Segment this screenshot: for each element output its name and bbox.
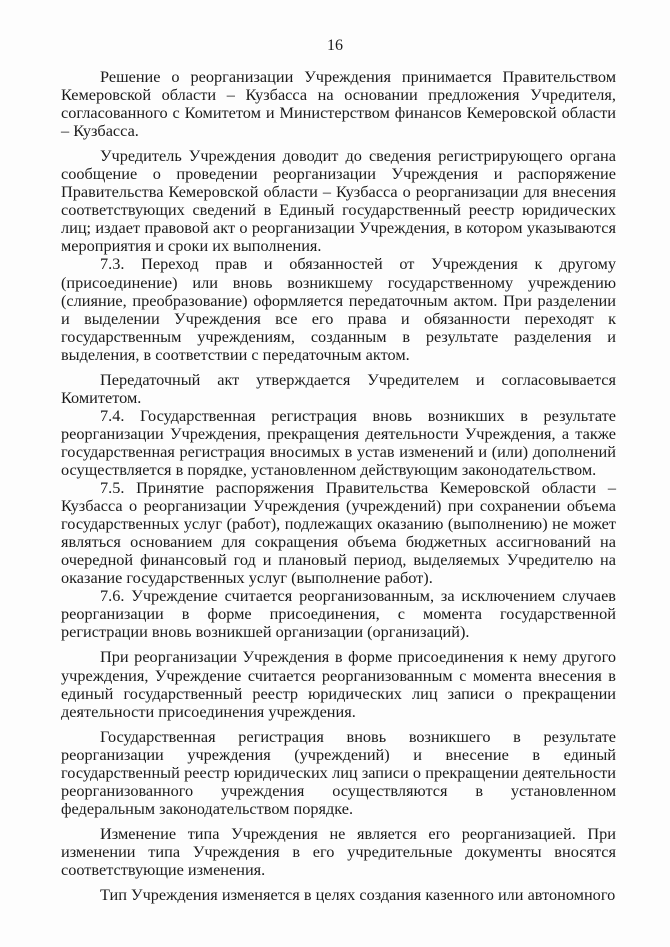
paragraph-7-5: 7.5. Принятие распоряжения Правительства Кемеровской области – Кузбасса о реорганизации Учреждения (учреждений) при сохранении объема государственных услуг (работ), подлежащих оказанию (выполнению) не может являться основанием для сокращения объема бюджетных ассигнований на очередной финансовый год и плановый период, выделяемых Учредителю на оказание государственных услуг (выполнение работ). bbox=[61, 478, 616, 588]
paragraph-transfer-act: Передаточный акт утверждается Учредителем и согласовывается Комитетом. bbox=[61, 369, 616, 407]
paragraph-founder-notification: Учредитель Учреждения доводит до сведения регистрирующего органа сообщение о проведении реорганизации Учреждения и распоряжение Правительства Кемеровской области – Кузбасса о реорганизации для внесения соответствующих сведений в Единый государственный реестр юридических лиц; издает правовой акт о реорганизации Учреждения, в котором указываются мероприятия и сроки их выполнения. bbox=[61, 146, 616, 256]
paragraph-reorganization-decision: Решение о реорганизации Учреждения принимается Правительством Кемеровской области – Кузбасса на основании предложения Учредителя, согласованного с Комитетом и Министерством финансов Кемеровской области – Кузбасса. bbox=[61, 67, 616, 141]
paragraph-state-registration: Государственная регистрация вновь возникшего в результате реорганизации учреждения (учреждений) и внесение в единый государственный реестр юридических лиц записи о прекращении деятельности реорганизованного учреждения осуществляются в установленном федеральным законодательством порядке. bbox=[61, 726, 616, 818]
paragraph-type-purpose: Тип Учреждения изменяется в целях создания казенного или автономного bbox=[100, 885, 616, 905]
paragraph-type-change: Изменение типа Учреждения не является его реорганизацией. При изменении типа Учреждения в его учредительные документы вносятся соответствующие изменения. bbox=[61, 823, 616, 879]
paragraph-7-6: 7.6. Учреждение считается реорганизованным, за исключением случаев реорганизации в форме присоединения, с момента государственной регистрации вновь возникшей организации (организаций). bbox=[61, 586, 616, 642]
paragraph-merger-reorganization: При реорганизации Учреждения в форме присоединения к нему другого учреждения, Учреждение считается реорганизованным с момента внесения в единый государственный реестр юридических лиц записи о прекращении деятельности присоединения учреждения. bbox=[61, 647, 616, 721]
page-number: 16 bbox=[327, 37, 343, 54]
paragraph-7-4: 7.4. Государственная регистрация вновь возникших в результате реорганизации Учреждения, прекращения деятельности Учреждения, а также государственная регистрация вносимых в устав изменений и (или) дополнений осуществляется в порядке, установленном действующим законодательством. bbox=[61, 405, 616, 479]
paragraph-7-3: 7.3. Переход прав и обязанностей от Учреждения к другому (присоединение) или вновь возникшему государственному учреждению (слияние, преобразование) оформляется передаточным актом. При разделении и выделении Учреждения все его права и обязанности переходят к государственным учреждениям, созданным в результате разделения и выделения, в соответствии с передаточным актом. bbox=[61, 254, 616, 364]
document-body bbox=[61, 68, 616, 904]
